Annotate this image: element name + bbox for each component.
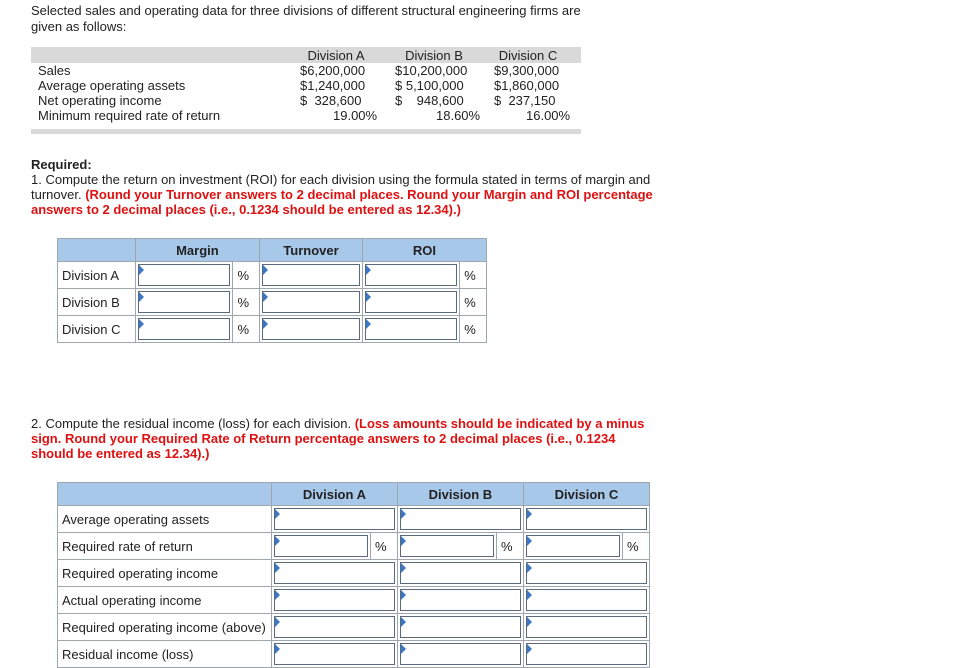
req-income-input-division-a[interactable] xyxy=(274,562,395,584)
req-income-above-input-division-a[interactable] xyxy=(274,616,395,638)
question-2 xyxy=(31,416,661,461)
avg-assets-input-division-a[interactable] xyxy=(274,508,395,530)
data-row-label: Net operating income xyxy=(38,93,162,108)
margin-input-division-c[interactable] xyxy=(138,318,231,340)
roi-row-label: Division A xyxy=(58,262,136,289)
ri-header-blank xyxy=(58,483,272,506)
turnover-input-division-c[interactable] xyxy=(262,318,360,340)
data-value: $1,240,000 xyxy=(300,78,366,93)
rate-input-division-c[interactable] xyxy=(526,535,620,557)
ri-row-label: Required rate of return xyxy=(58,533,272,560)
percent-sign: % xyxy=(460,316,487,343)
actual-income-input-division-a[interactable] xyxy=(274,589,395,611)
roi-table xyxy=(57,238,487,343)
ri-row-label: Residual income (loss) xyxy=(58,641,272,668)
rate-input-division-b[interactable] xyxy=(400,535,494,557)
data-col-division-b: Division B xyxy=(405,48,463,63)
turnover-input-division-b[interactable] xyxy=(262,291,360,313)
data-col-division-c: Division C xyxy=(498,48,558,63)
turnover-input-division-a[interactable] xyxy=(262,264,360,286)
question-1 xyxy=(31,172,661,217)
percent-sign: % xyxy=(497,533,524,560)
roi-header-margin: Margin xyxy=(135,239,260,262)
roi-header-roi: ROI xyxy=(362,239,486,262)
actual-income-input-division-b[interactable] xyxy=(400,589,521,611)
data-value: $ 237,150 xyxy=(494,93,556,108)
data-row-label: Minimum required rate of return xyxy=(38,108,221,123)
req-income-above-input-division-b[interactable] xyxy=(400,616,521,638)
data-col-division-a: Division A xyxy=(307,48,365,63)
residual-income-input-division-c[interactable] xyxy=(526,643,647,665)
avg-assets-input-division-b[interactable] xyxy=(400,508,521,530)
data-row-label: Sales xyxy=(38,63,71,78)
data-value: $ 328,600 xyxy=(300,93,362,108)
residual-income-table xyxy=(57,482,650,668)
ri-header-division-a: Division A xyxy=(271,483,397,506)
data-value: $10,200,000 xyxy=(395,63,468,78)
rate-input-division-a[interactable] xyxy=(274,535,368,557)
ri-row-label: Actual operating income xyxy=(58,587,272,614)
data-row-label: Average operating assets xyxy=(38,78,186,93)
data-value: $6,200,000 xyxy=(300,63,366,78)
req-income-input-division-b[interactable] xyxy=(400,562,521,584)
data-table-footer-bar xyxy=(31,129,581,134)
percent-sign: % xyxy=(460,289,487,316)
margin-input-division-b[interactable] xyxy=(138,291,231,313)
roi-row-label: Division C xyxy=(58,316,136,343)
ri-header-division-c: Division C xyxy=(523,483,649,506)
ri-header-division-b: Division B xyxy=(397,483,523,506)
data-value: $ 948,600 xyxy=(395,93,464,108)
roi-input-division-a[interactable] xyxy=(365,264,457,286)
percent-sign: % xyxy=(623,533,650,560)
percent-sign: % xyxy=(233,262,260,289)
percent-sign: % xyxy=(460,262,487,289)
data-value: 19.00% xyxy=(333,108,378,123)
percent-sign: % xyxy=(371,533,398,560)
data-value: 16.00% xyxy=(526,108,571,123)
residual-income-input-division-b[interactable] xyxy=(400,643,521,665)
margin-input-division-a[interactable] xyxy=(138,264,231,286)
roi-header-blank xyxy=(58,239,136,262)
req-income-input-division-c[interactable] xyxy=(526,562,647,584)
question-1-text: 1. Compute the return on investment (ROI) for each division using the formula stated in terms of margin and turnover. xyxy=(31,172,651,202)
roi-input-division-c[interactable] xyxy=(365,318,457,340)
roi-row-label: Division B xyxy=(58,289,136,316)
data-table xyxy=(31,47,581,135)
avg-assets-input-division-c[interactable] xyxy=(526,508,647,530)
question-2-note: (Loss amounts should be indicated by a minus sign. Round your Required Rate of Return percentage answers to 2 decimal places (i.e., 0.1234 should be entered as 12.34).) xyxy=(31,416,645,461)
data-value: $ 5,100,000 xyxy=(395,78,464,93)
ri-row-label: Average operating assets xyxy=(58,506,272,533)
residual-income-input-division-a[interactable] xyxy=(274,643,395,665)
question-2-text: 2. Compute the residual income (loss) for each division. xyxy=(31,416,352,431)
actual-income-input-division-c[interactable] xyxy=(526,589,647,611)
percent-sign: % xyxy=(233,289,260,316)
ri-row-label: Required operating income xyxy=(58,560,272,587)
roi-input-division-b[interactable] xyxy=(365,291,457,313)
req-income-above-input-division-c[interactable] xyxy=(526,616,647,638)
ri-row-label: Required operating income (above) xyxy=(58,614,272,641)
roi-header-turnover: Turnover xyxy=(260,239,363,262)
required-heading: Required: xyxy=(31,157,92,172)
data-value: $1,860,000 xyxy=(494,78,560,93)
percent-sign: % xyxy=(233,316,260,343)
question-1-note: (Round your Turnover answers to 2 decimal places. Round your Margin and ROI percentage answers to 2 decimal places (i.e., 0.1234 should be entered as 12.34).) xyxy=(31,187,653,217)
intro-text: Selected sales and operating data for three divisions of different structural engineering firms are given as follows: xyxy=(31,3,581,34)
data-value: $9,300,000 xyxy=(494,63,560,78)
data-value: 18.60% xyxy=(436,108,481,123)
